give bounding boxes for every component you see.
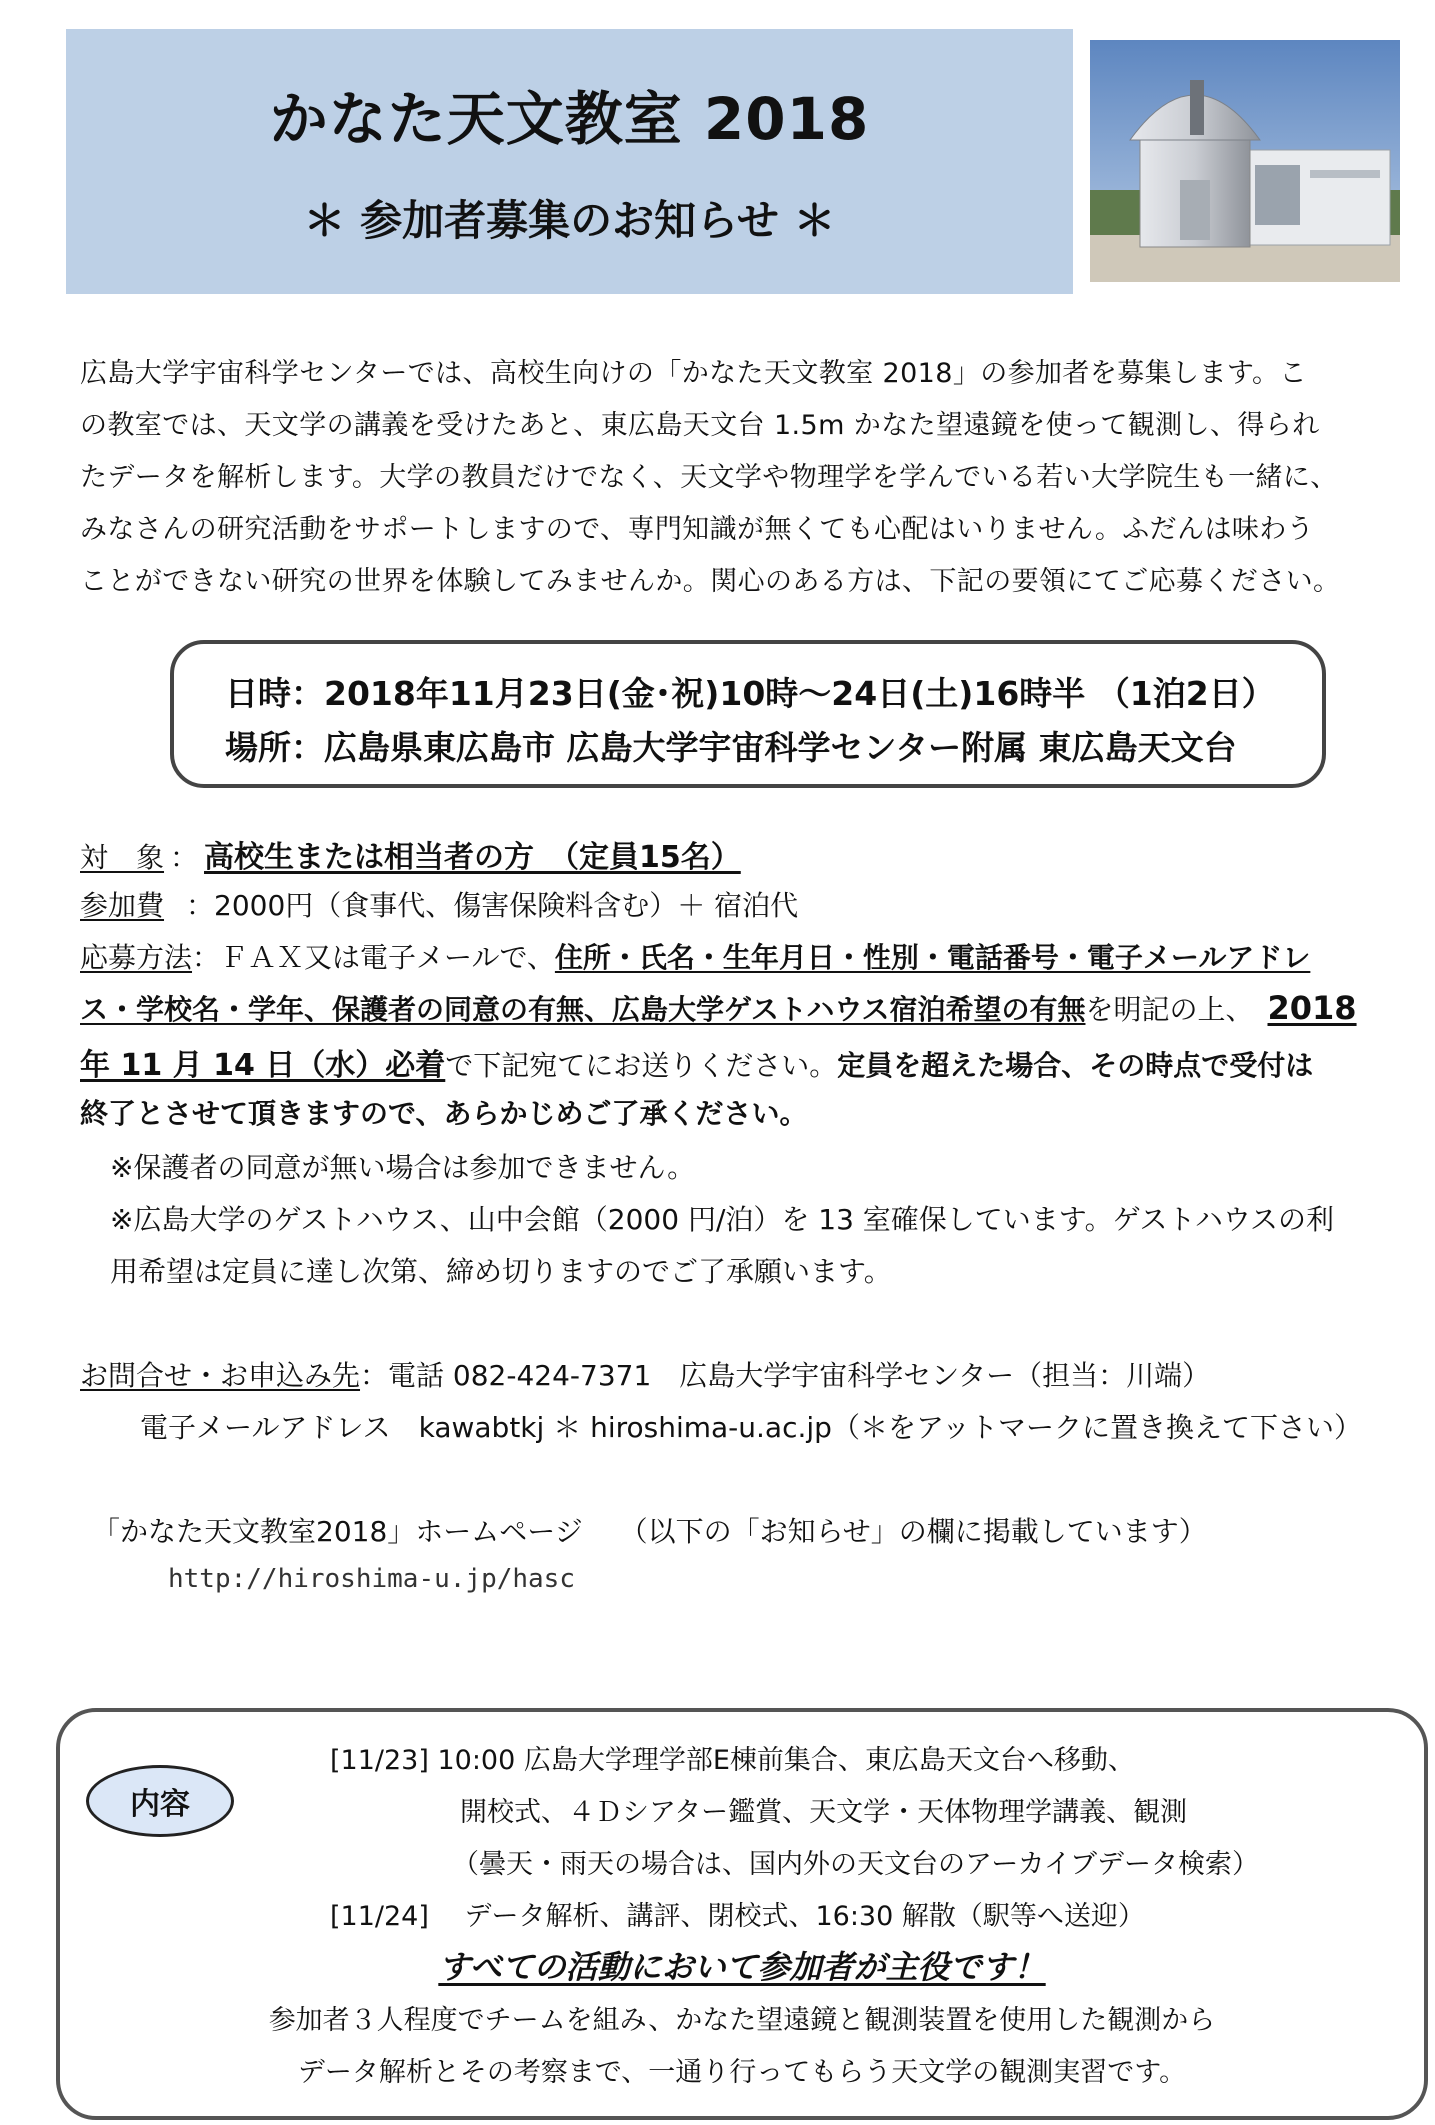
observatory-photo: [1090, 40, 1400, 282]
fee-label: 参加費: [80, 889, 165, 922]
note-guesthouse-1: ※広島大学のゲストハウス、山中会館（2000 円/泊）を 13 室確保しています。ゲストハウスの利: [110, 1203, 1335, 1236]
target-row: [80, 832, 741, 876]
apply-row-3: [80, 1040, 1313, 1084]
intro-line-4: みなさんの研究活動をサポートしますので、専門知識が無くても心配はいりません。ふだんは味わう: [80, 514, 1315, 545]
note-guesthouse-2: 用希望は定員に達し次第、締め切りますのでご了承願います。: [110, 1255, 892, 1288]
apply-items-1: 住所・氏名・生年月日・性別・電話番号・電子メールアドレ: [554, 941, 1311, 974]
contact-phone: ：電話 082-424-7371 広島大学宇宙科学センター（担当：川端）: [360, 1359, 1211, 1392]
schedule-day2: [11/24] データ解析、講評、閉校式、16:30 解散（駅等へ送迎）: [330, 1901, 1145, 1932]
content-description-1: 参加者３人程度でチームを組み、かなた望遠鏡と観測装置を使用した観測から: [268, 2005, 1216, 2036]
apply-capacity-1: 定員を超えた場合、その時点で受付は: [837, 1049, 1314, 1082]
fee-row: [80, 884, 798, 924]
apply-capacity-2: 終了とさせて頂きますので、あらかじめご了承ください。: [80, 1097, 808, 1130]
intro-line-3: たデータを解析します。大学の教員だけでなく、天文学や物理学を学んでいる若い大学院生も一緒に、: [80, 462, 1338, 493]
note-guardian: ※保護者の同意が無い場合は参加できません。: [110, 1151, 696, 1184]
apply-items-2: ス・学校名・学年、保護者の同意の有無、広島大学ゲストハウス宿泊希望の有無: [80, 993, 1086, 1026]
apply-wo: を明記の上、: [1085, 993, 1254, 1026]
target-separator: ：: [170, 841, 199, 874]
apply-deadline-year: 2018: [1267, 989, 1357, 1027]
schedule-day1-line1: [11/23] 10:00 広島大学理学部E棟前集合、東広島天文台へ移動、: [330, 1745, 1135, 1776]
apply-label: 応募方法: [80, 941, 193, 974]
content-headline: すべての活動において参加者が主役です！: [438, 1948, 1046, 1986]
target-label: 対 象: [80, 841, 165, 874]
schedule-day1-line2: 開校式、４Ｄシアター鑑賞、天文学・天体物理学講義、観測: [460, 1797, 1188, 1828]
intro-line-1: 広島大学宇宙科学センターでは、高校生向けの「かなた天文教室 2018」の参加者を募集します。こ: [80, 358, 1307, 389]
apply-intro: ：ＦＡＸ又は電子メールで、: [192, 941, 555, 974]
event-place: 場所：広島県東広島市 広島大学宇宙科学センター附属 東広島天文台: [225, 728, 1237, 767]
apply-row-1: [80, 936, 1310, 976]
event-datetime: 日時：2018年11月23日(金･祝)10時～24日(土)16時半 （1泊2日）: [225, 674, 1275, 713]
homepage-url[interactable]: http://hiroshima-u.jp/hasc: [168, 1564, 575, 1594]
contact-row: [80, 1354, 1210, 1394]
apply-deadline-date: 年 11 月 14 日（水）必着: [80, 1048, 446, 1083]
fee-value: ：2000円（食事代、傷害保険料含む）＋ 宿泊代: [186, 889, 799, 922]
header-banner: [66, 29, 1073, 294]
homepage-note: 「かなた天文教室2018」ホームページ （以下の「お知らせ」の欄に掲載しています）: [92, 1515, 1207, 1548]
content-badge: 内容: [86, 1765, 234, 1837]
intro-line-5: ことができない研究の世界を体験してみませんか。関心のある方は、下記の要領にてご応募ください。: [80, 566, 1341, 597]
schedule-day1-line3: （曇天・雨天の場合は、国内外の天文台のアーカイブデータ検索）: [452, 1849, 1260, 1880]
target-value: 高校生または相当者の方 （定員15名）: [204, 840, 741, 875]
content-description-2: データ解析とその考察まで、一通り行ってもらう天文学の観測実習です。: [297, 2057, 1187, 2088]
apply-send: で下記宛てにお送りください。: [445, 1049, 838, 1082]
contact-label: お問合せ・お申込み先: [80, 1359, 361, 1392]
apply-row-2: [80, 988, 1357, 1028]
page-subtitle: ＊ 参加者募集のお知らせ ＊: [303, 196, 836, 245]
intro-line-2: の教室では、天文学の講義を受けたあと、東広島天文台 1.5m かなた望遠鏡を使って観測し、得られ: [80, 410, 1320, 441]
page-title: かなた天文教室 2018: [269, 85, 870, 153]
contact-email: 電子メールアドレス kawabtkj ＊ hiroshima-u.ac.jp（＊をアットマークに置き換えて下さい）: [140, 1411, 1362, 1444]
